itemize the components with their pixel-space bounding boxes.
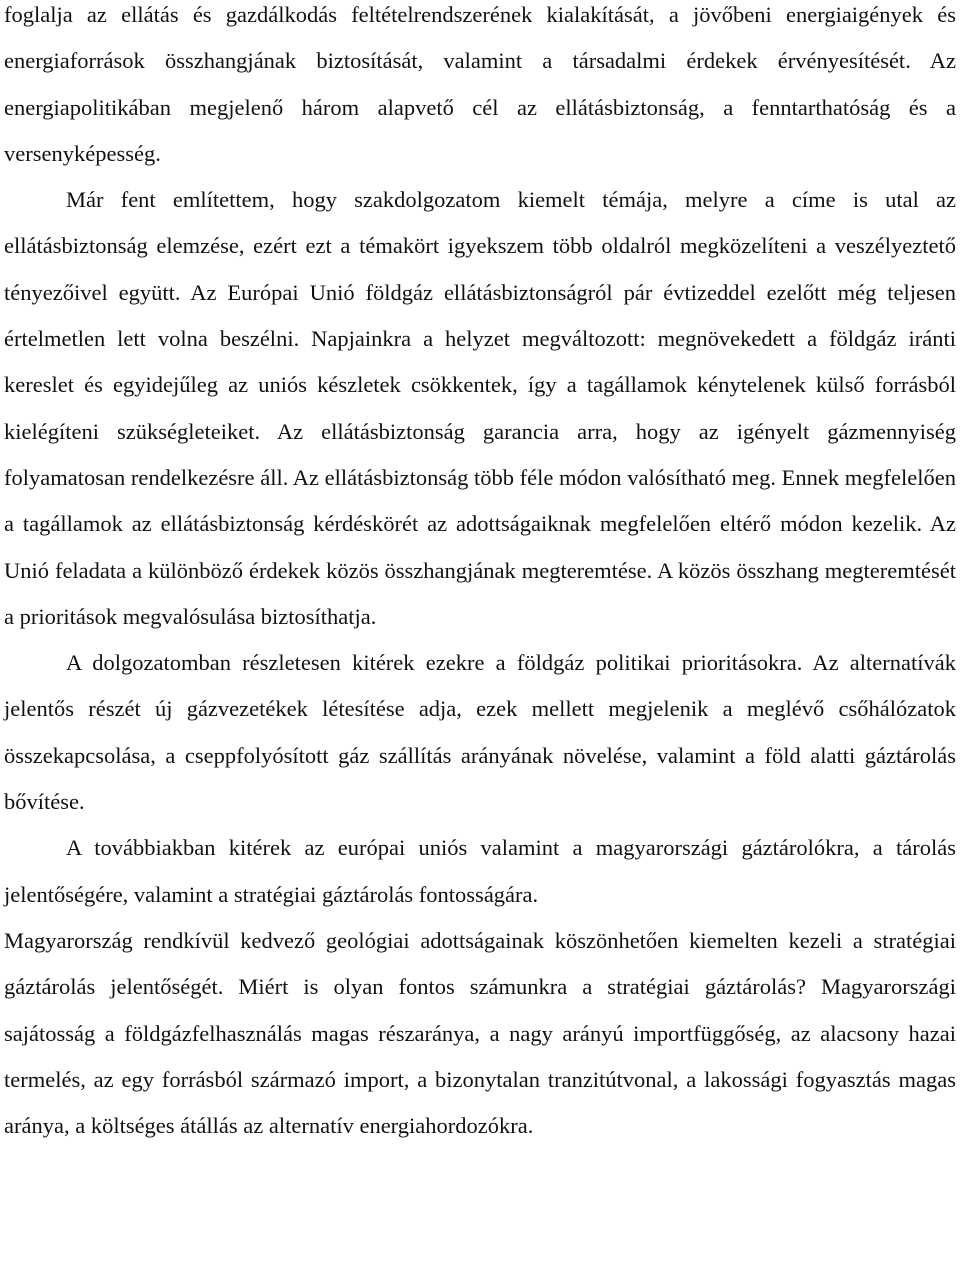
paragraph-energy-policy: foglalja az ellátás és gazdálkodás feltételrendszerének kialakítását, a jövőbeni energiaigények és energiaforrások összhangjának biztosítását, valamint a társadalmi érdekek érvényesítését. Az energiapolitikában megjelenő három alapvető cél az ellátásbiztonság, a fenntarthatóság és a versenyképesség. xyxy=(4,2,956,166)
paragraph-gas-priorities: A dolgozatomban részletesen kitérek ezekre a földgáz politikai prioritásokra. Az alternatívák jelentős részét új gázvezetékek létesítése adja, ezek mellett megjelenik a meglévő csőhálózatok összekapcsolása, a cseppfolyósított gáz szállítás arányának növelése, valamint a föld alatti gáztárolás bővítése. xyxy=(4,650,956,815)
paragraph-hungary-storage: Magyarország rendkívül kedvező geológiai adottságainak köszönhetően kiemelten kezeli a stratégiai gáztárolás jelentőségét. Miért is olyan fontos számunkra a stratégiai gáztárolás? Magyarországi sajátosság a földgázfelhasználás magas részaránya, a nagy arányú importfüggőség, az alacsony hazai termelés, az egy forrásból származó import, a bizonytalan tranzitútvonal, a lakossági fogyasztás magas aránya, a költséges átállás az alternatív energiahordozókra. xyxy=(4,927,956,1139)
paragraph-supply-security: Már fent említettem, hogy szakdolgozatom kiemelt témája, melyre a címe is utal az ellátásbiztonság elemzése, ezért ezt a témakört igyekszem több oldalról megközelíteni a veszélyeztető tényezőivel együtt. Az Európai Unió földgáz ellátásbiztonságról pár évtizeddel ezelőtt még teljesen értelmetlen lett volna beszélni. Napjainkra a helyzet megváltozott: megnövekedett a földgáz iránti kereslet és egyidejűleg az uniós készletek csökkentek, így a tagállamok kénytelenek külső forrásból kielégíteni szükségleteiket. Az ellátásbiztonság garancia arra, hogy az igényelt gázmennyiség folyamatosan rendelkezésre áll. Az ellátásbiztonság több féle módon valósítható meg. Ennek megfelelően a tagállamok az ellátásbiztonság kérdéskörét az adottságaiknak megfelelően eltérő módon kezelik. Az Unió feladata a különböző érdekek közös összhangjának megteremtése. A közös összhang megteremtését a prioritások megvalósulása biztosíthatja. xyxy=(4,187,956,629)
paragraph-gas-storage: A továbbiakban kitérek az európai uniós valamint a magyarországi gáztárolókra, a tárolás jelentőségére, valamint a stratégiai gáztárolás fontosságára. xyxy=(4,835,956,907)
